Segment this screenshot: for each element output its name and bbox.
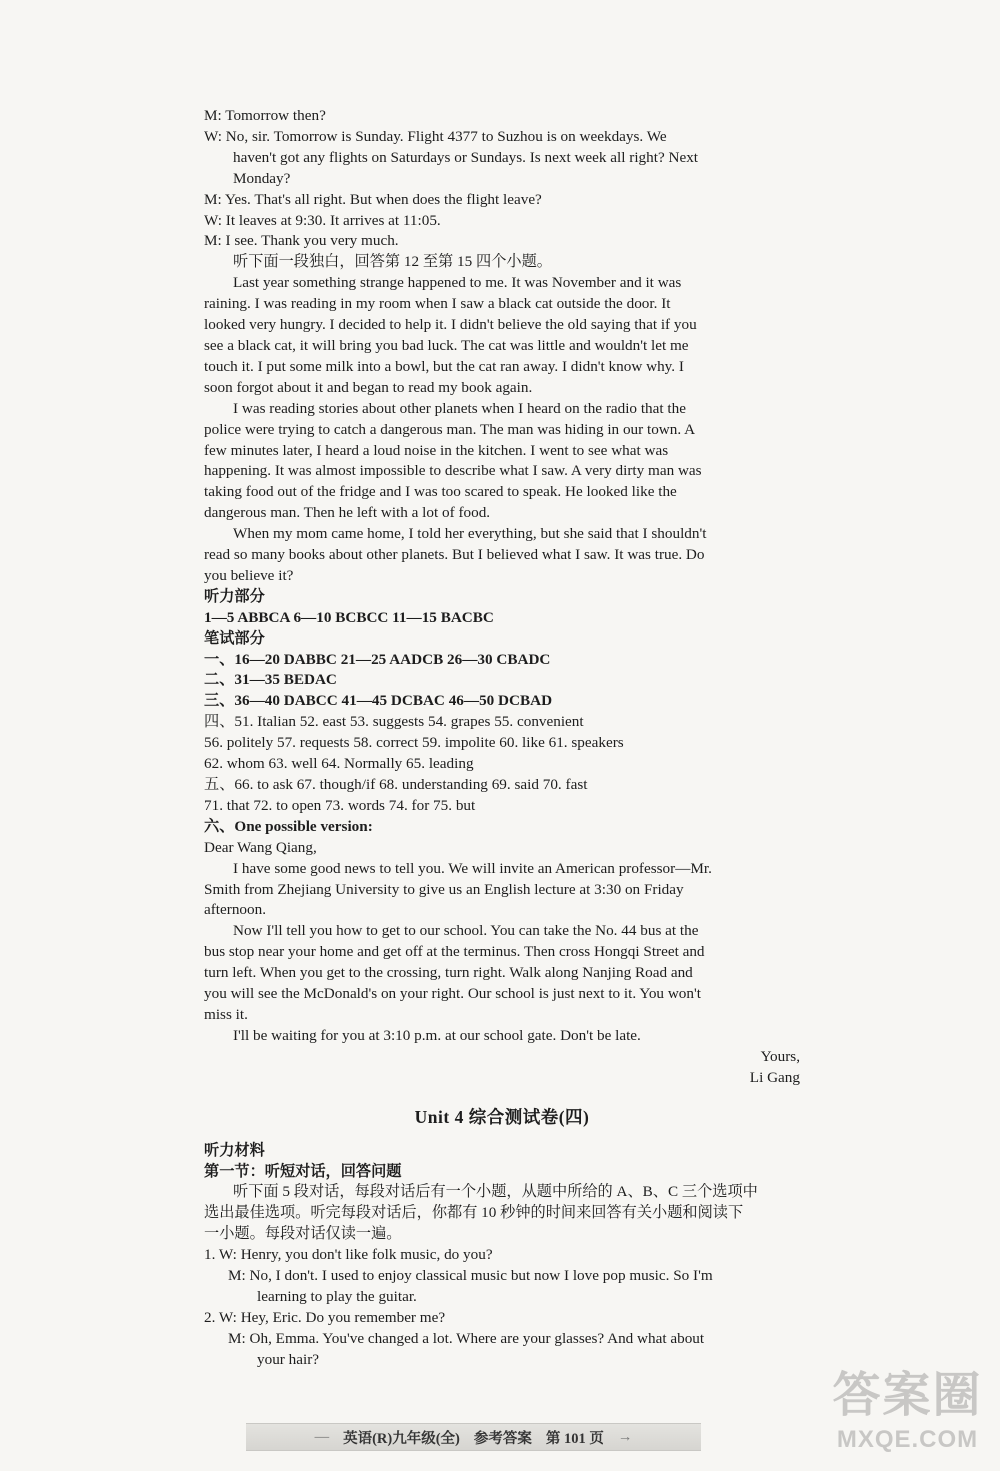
letter-line: miss it. — [204, 1005, 248, 1023]
answers-block — [204, 587, 800, 838]
dialog-line: 1. W: Henry, you don't like folk music, do you? — [204, 1246, 493, 1264]
part4-answers-row3: 62. whom 63. well 64. Normally 65. leading — [204, 755, 474, 773]
dialog-line: learning to play the guitar. — [257, 1287, 417, 1305]
letter-line: Smith from Zhejiang University to give us an English lecture at 3:30 on Friday — [204, 880, 684, 898]
subsection-heading: 第一节：听短对话，回答问题 — [204, 1162, 402, 1180]
text-line: read so many books about other planets. But I believed what I saw. It was true. Do — [204, 546, 705, 564]
footer-book-label: 英语(R)九年级(全) — [343, 1430, 460, 1447]
instruction-line: 听下面 5 段对话，每段对话后有一个小题，从题中所给的 A、B、C 三个选项中 — [233, 1183, 758, 1201]
instruction-line: 选出最佳选项。听完每段对话后，你都有 10 秒钟的时间来回答有关小题和阅读下 — [204, 1204, 744, 1222]
text-line: 听下面一段独白，回答第 12 至第 15 四个小题。 — [233, 253, 552, 271]
text-line: touch it. I put some milk into a bowl, but the cat ran away. I didn't know why. I — [204, 357, 684, 375]
dialog-line: 2. W: Hey, Eric. Do you remember me? — [204, 1308, 446, 1326]
listening-material-section — [204, 1141, 800, 1371]
text-line: Monday? — [233, 169, 291, 187]
text-line: you believe it? — [204, 566, 294, 584]
dialog-line: your hair? — [257, 1350, 319, 1368]
watermark-big-text: 答案圈 — [832, 1369, 983, 1422]
text-line: I was reading stories about other planets when I heard on the radio that the — [233, 399, 686, 417]
part1-answers: 一、16—20 DABBC 21—25 AADCB 26—30 CBADC — [204, 650, 551, 668]
instruction-line: 一小题。每段对话仅读一遍。 — [204, 1225, 402, 1243]
short-dialogs — [204, 1245, 800, 1370]
text-line: haven't got any flights on Saturdays or Sundays. Is next week all right? Next — [233, 148, 699, 166]
letter-line: Now I'll tell you how to get to our school. You can take the No. 44 bus at the — [233, 922, 699, 940]
part2-answers: 二、31—35 BEDAC — [204, 671, 337, 689]
text-line: Last year something strange happened to me. It was November and it was — [233, 274, 682, 292]
part4-answers-row1: 四、51. Italian 52. east 53. suggests 54. grapes 55. convenient — [204, 713, 584, 731]
text-line: happening. It was almost impossible to describe what I saw. A very dirty man was — [204, 462, 702, 480]
section-instructions — [204, 1182, 800, 1245]
letter-line: I'll be waiting for you at 3:10 p.m. at our school gate. Don't be late. — [233, 1026, 641, 1044]
text-line: see a black cat, it will bring you bad luck. The cat was little and wouldn't let me — [204, 336, 689, 354]
letter-closing: Yours, — [760, 1047, 800, 1065]
text-line: taking food out of the fridge and I was too scared to speak. He looked like the — [204, 483, 677, 501]
footer-deco-right: → — [617, 1428, 633, 1445]
answer-page — [204, 106, 800, 1371]
letter-line: you will see the McDonald's on your right. Our school is just next to it. You won't — [204, 985, 701, 1003]
letter-body — [204, 859, 800, 1047]
section-heading: 听力材料 — [204, 1141, 265, 1159]
text-line: raining. I was reading in my room when I saw a black cat outside the door. It — [204, 295, 671, 313]
footer-page-number: 第 101 页 — [545, 1430, 604, 1447]
letter-line: I have some good news to tell you. We will invite an American professor—Mr. — [233, 859, 712, 877]
text-line: M: I see. Thank you very much. — [204, 232, 399, 250]
letter-line: turn left. When you get to the crossing, turn right. Walk along Nanjing Road and — [204, 964, 693, 982]
listening-heading: 听力部分 — [204, 587, 265, 605]
part3-answers: 三、36—40 DABCC 41—45 DCBAC 46—50 DCBAD — [204, 692, 553, 710]
footer-answers-label: 参考答案 — [473, 1430, 532, 1447]
unit-title: Unit 4 综合测试卷(四) — [414, 1106, 590, 1127]
text-line: M: Yes. That's all right. But when does the flight leave? — [204, 190, 542, 208]
sample-letter — [204, 838, 800, 1089]
letter-line: afternoon. — [204, 901, 266, 919]
part6-heading: 六、One possible version: — [204, 817, 373, 835]
listening-answers: 1—5 ABBCA 6—10 BCBCC 11—15 BACBC — [204, 608, 494, 626]
site-watermark-logo — [825, 1367, 990, 1463]
letter-signature: Li Gang — [749, 1068, 800, 1086]
text-line: W: It leaves at 9:30. It arrives at 11:05. — [204, 211, 441, 229]
text-line: soon forgot about it and began to read my book again. — [204, 378, 533, 396]
text-line: M: Tomorrow then? — [204, 107, 326, 124]
text-line: When my mom came home, I told her everything, but she said that I shouldn't — [233, 525, 707, 543]
text-line: W: No, sir. Tomorrow is Sunday. Flight 4377 to Suzhou is on weekdays. We — [204, 127, 667, 145]
page-footer — [246, 1423, 701, 1451]
dialog-line: M: Oh, Emma. You've changed a lot. Where are your glasses? And what about — [228, 1329, 705, 1347]
dialog-line: M: No, I don't. I used to enjoy classical music but now I love pop music. So I'm — [228, 1267, 713, 1285]
letter-greeting: Dear Wang Qiang, — [204, 838, 317, 856]
letter-line: bus stop near your home and get off at the terminus. Then cross Hongqi Street and — [204, 943, 705, 961]
text-line: few minutes later, I heard a loud noise in the kitchen. I went to see what was — [204, 441, 669, 459]
footer-deco-left: — — [314, 1428, 330, 1445]
watermark-url: MXQE.COM — [836, 1426, 979, 1453]
text-line: looked very hungry. I decided to help it. I didn't believe the old saying that if you — [204, 316, 697, 334]
text-line: police were trying to catch a dangerous man. The man was hiding in our town. A — [204, 420, 696, 438]
written-heading: 笔试部分 — [204, 629, 265, 647]
part5-answers-row1: 五、66. to ask 67. though/if 68. understanding 69. said 70. fast — [204, 776, 588, 793]
part5-answers-row2: 71. that 72. to open 73. words 74. for 75. but — [204, 796, 476, 814]
dialog-and-monologue-text — [204, 106, 800, 587]
part4-answers-row2: 56. politely 57. requests 58. correct 59. impolite 60. like 61. speakers — [204, 734, 624, 752]
text-line: dangerous man. Then he left with a lot of food. — [204, 504, 491, 522]
